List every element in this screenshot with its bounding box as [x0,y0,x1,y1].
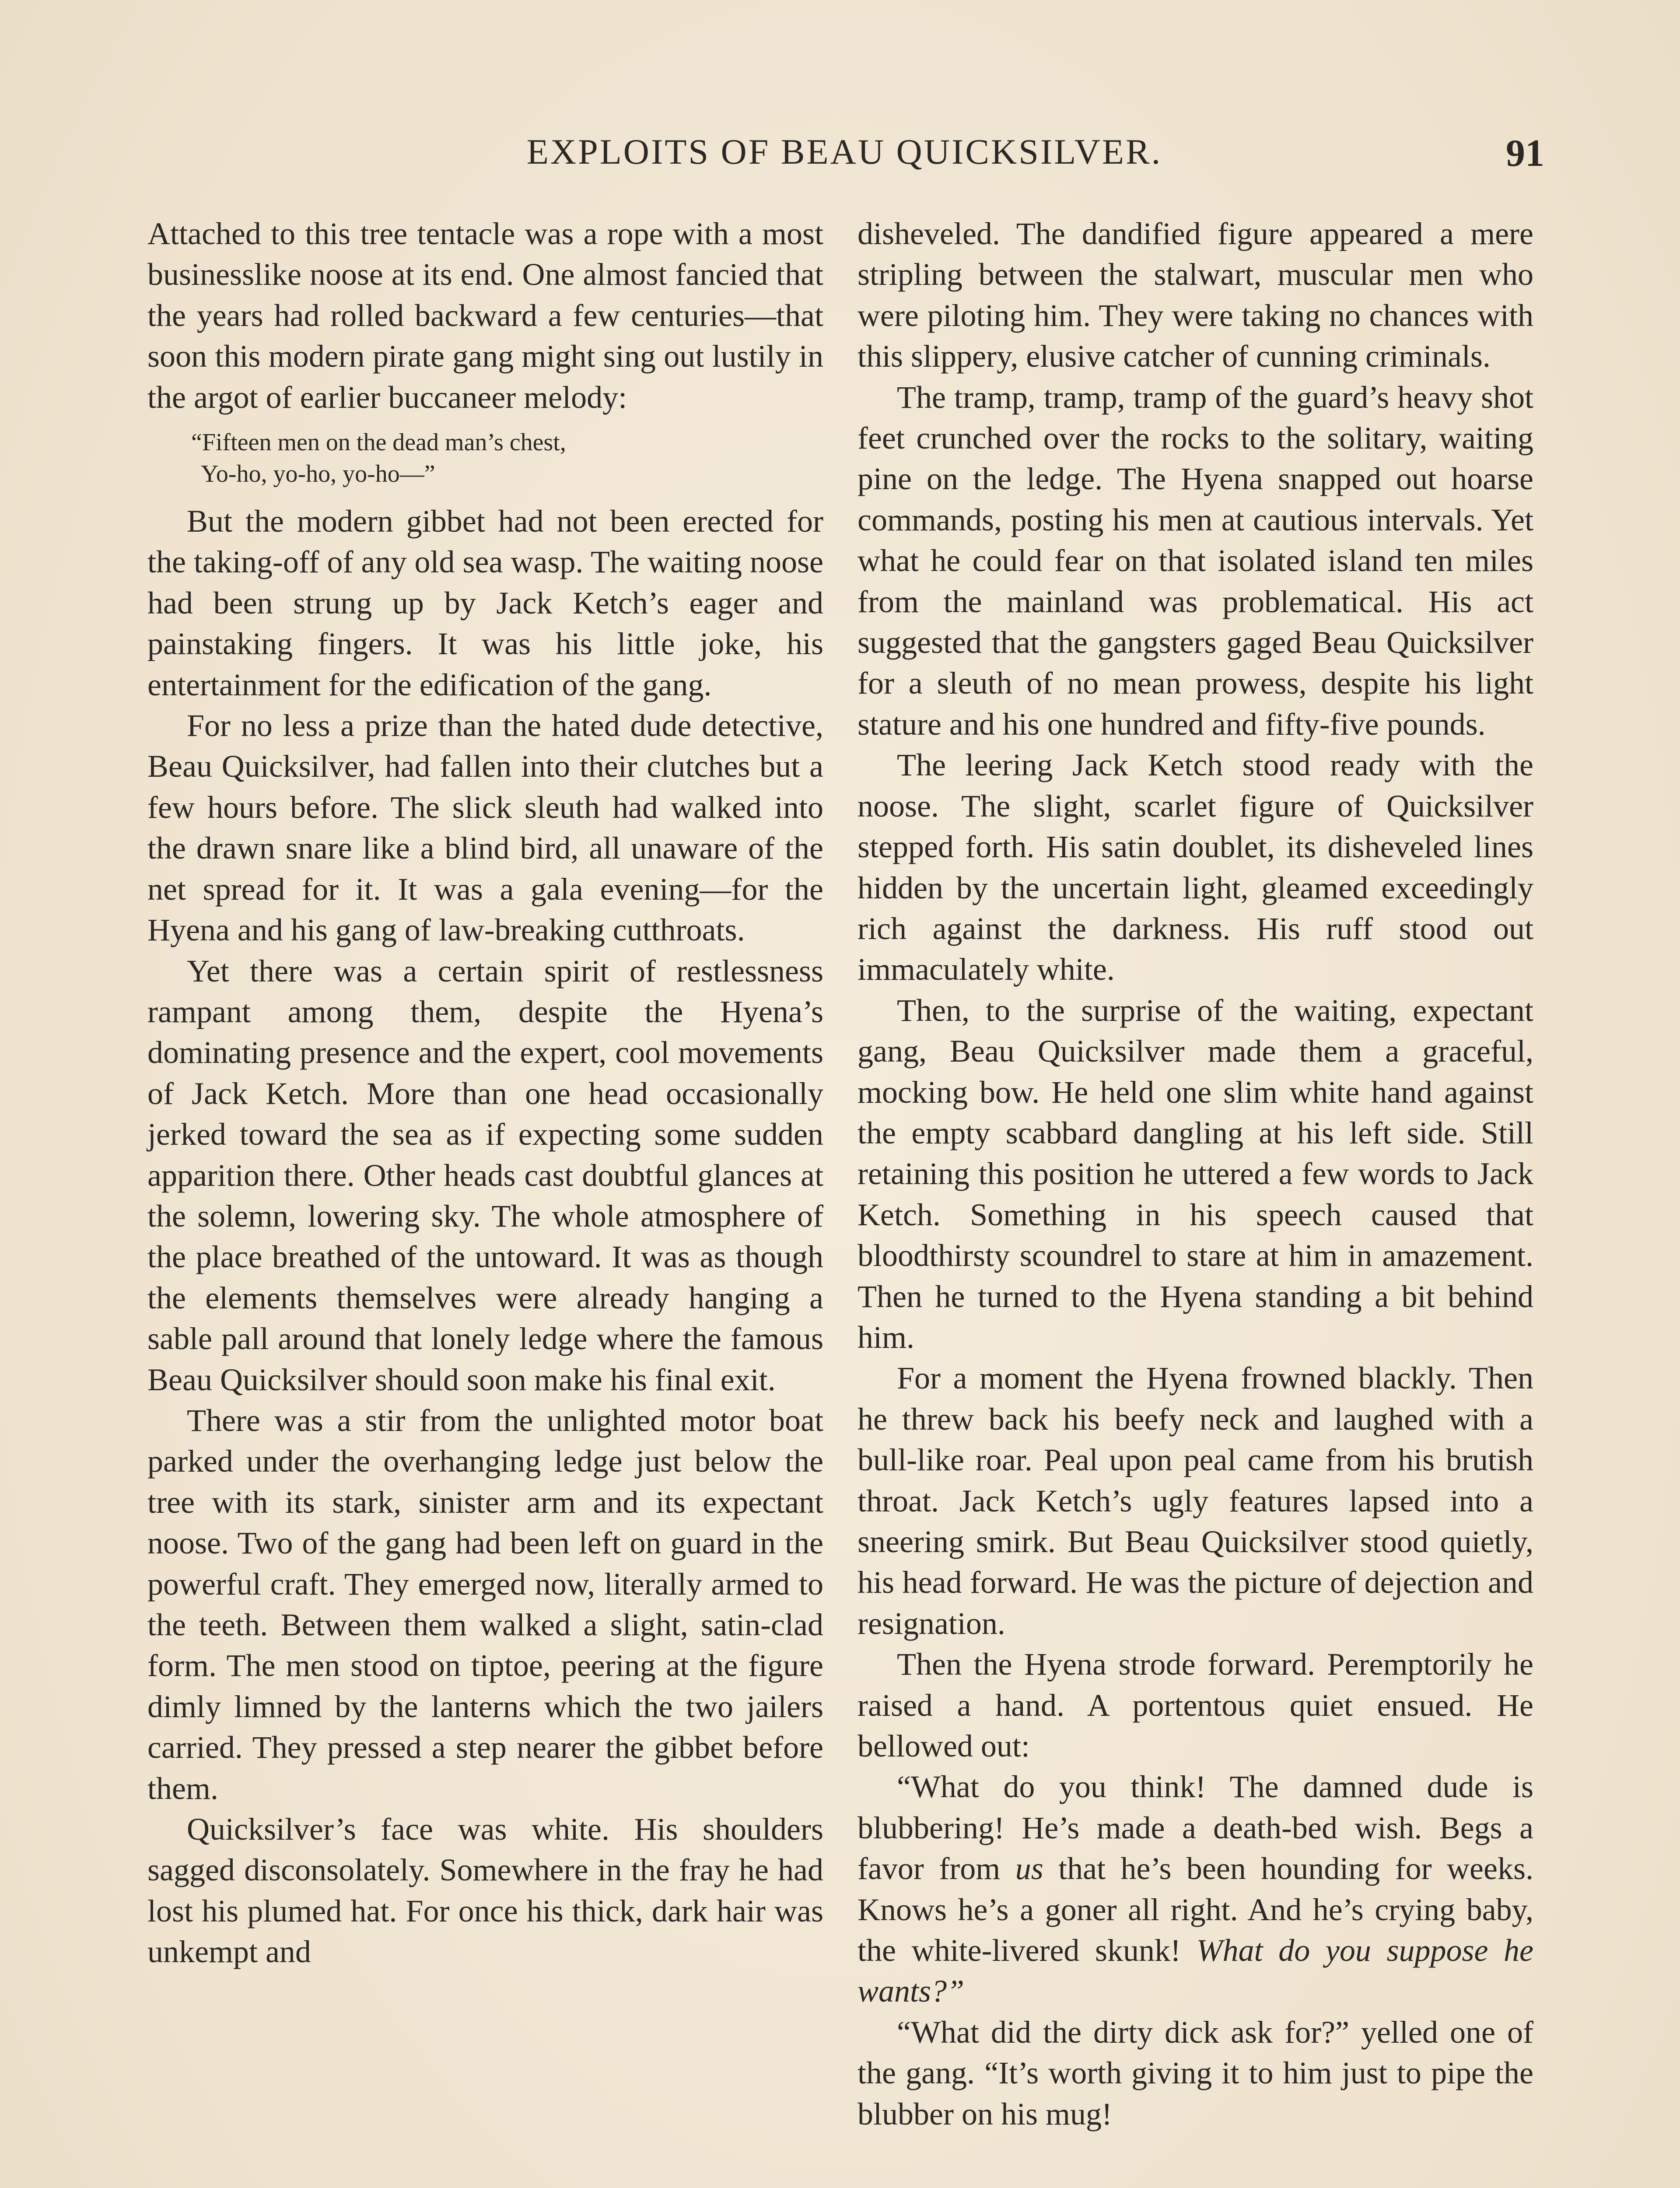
paragraph: For a moment the Hyena frowned blackly. Then he threw back his beefy neck and laughed with a bull-like roar. Peal upon peal came from his brutish throat. Jack Ketch’s ugly features lapsed into a sneering smirk. But Beau Quicksilver stood quietly, his head forward. He was the picture of dejection and resignation. [858,1360,1533,1641]
paragraph: Yet there was a certain spirit of restlessness rampant among them, despite the Hyena’s dominating presence and the expert, cool movements of Jack Ketch. More than one head occasionally jerked toward the sea as if expecting some sudden apparition there. Other heads cast doubtful glances at the solemn, lowering sky. The whole atmosphere of the place breathed of the untoward. It was as though the elements themselves were already hanging a sable pall around that lonely ledge where the famous Beau Quicksilver should soon make his final exit. [147,953,823,1397]
paragraph: But the modern gibbet had not been erected for the taking-off of any old sea wasp. The waiting noose had been strung up by Jack Ketch’s eager and painstaking fingers. It was his little joke, his entertainment for the edification of the gang. [147,504,823,702]
paragraph: Then, to the surprise of the waiting, expectant gang, Beau Quicksilver made them a graceful, mocking bow. He held one slim white hand against the empty scabbard dangling at his left side. Still retaining this position he uttered a few words to Jack Ketch. Something in his speech caused that bloodthirsty scoundrel to stare at him in amazement. Then he turned to the Hyena standing a bit behind him. [858,992,1533,1355]
text-run: “What do you think! The damned dude is blubbering! He’s made a death-bed wish. Begs a favor from [858,1769,1533,1886]
paragraph: Attached to this tree tentacle was a rope with a most businesslike noose at its end. One almost fancied that the years had rolled backward a few centuries—that soon this modern pirate gang might sing out lustily in the argot of earlier buccaneer melody: [147,216,823,415]
paragraph: For no less a prize than the hated dude detective, Beau Quicksilver, had fallen into their clutches but a few hours before. The slick sleuth had walked into the drawn snare like a blind bird, all unaware of the net spread for it. It was a gala evening—for the Hyena and his gang of law-breaking cutthroats. [147,708,823,948]
paragraph: disheveled. The dandified figure appeared a mere stripling between the stalwart, muscular men who were piloting him. They were taking no chances with this slippery, elusive catcher of cunning criminals. [858,216,1533,374]
paragraph: The tramp, tramp, tramp of the guard’s heavy shot feet crunched over the rocks to the solitary, waiting pine on the ledge. The Hyena snapped out hoarse commands, posting his men at cautious intervals. Yet what he could fear on that isolated island ten miles from the mainland was problematical. His act suggested that the gangsters gaged Beau Quicksilver for a sleuth of no mean prowess, despite his light stature and his one hundred and fifty-five pounds. [858,379,1533,742]
page-header [144,131,1544,179]
italic-text: us [1015,1851,1043,1886]
right-column [858,214,1533,2135]
paragraph: Quicksilver’s face was white. His shoulders sagged disconsolately. Somewhere in the fray he had lost his plumed hat. For once his thick, dark hair was unkempt and [147,1812,823,1970]
paragraph [858,1767,1533,2012]
verse-quote [191,427,823,490]
page-number: 91 [1506,132,1544,175]
text-run: that he’s been hounding for weeks. Knows he’s a goner all right. And he’s crying baby, the white-livered skunk! [858,1851,1533,1968]
paragraph: There was a stir from the unlighted motor boat parked under the overhanging ledge just below the tree with its stark, sinister arm and its expectant noose. Two of the gang had been left on guard in the powerful craft. They emerged now, literally armed to the teeth. Between them walked a slight, satin-clad form. The men stood on tiptoe, peering at the figure dimly limned by the lanterns which the two jailers carried. They pressed a step nearer the gibbet before them. [147,1403,823,1806]
paragraph: The leering Jack Ketch stood ready with the noose. The slight, scarlet figure of Quicksilver stepped forth. His satin doublet, its disheveled lines hidden by the uncertain light, gleamed exceedingly rich against the darkness. His ruff stood out immaculately white. [858,747,1533,987]
paragraph: Then the Hyena strode forward. Peremptorily he raised a hand. A portentous quiet ensued. He bellowed out: [858,1647,1533,1764]
paragraph: “What did the dirty dick ask for?” yelled one of the gang. “It’s worth giving it to him just to pipe the blubber on his mug! [858,2014,1533,2132]
verse-line: “Fifteen men on the dead man’s chest, [191,429,566,456]
running-head: EXPLOITS OF BEAU QUICKSILVER. [526,132,1162,172]
italic-text: What do you suppose he wants?” [858,1933,1534,2009]
left-column [147,214,823,1973]
verse-line: Yo-ho, yo-ho, yo-ho—” [201,460,435,488]
